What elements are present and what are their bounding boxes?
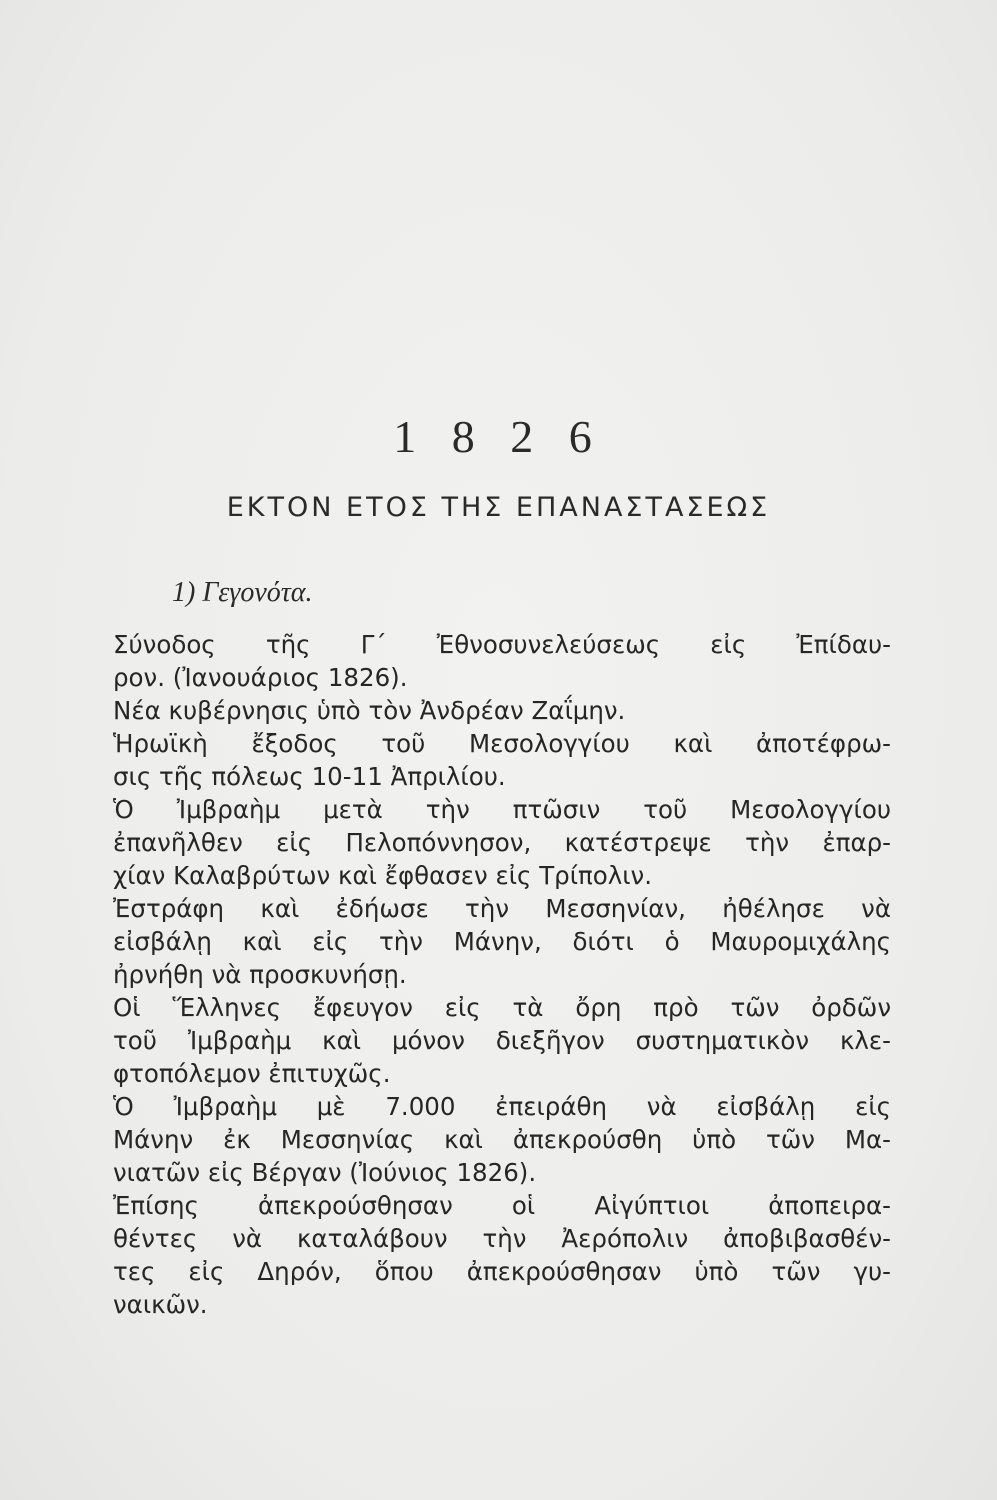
chapter-heading: ΕΚΤΟΝ ΕΤΟΣ ΤΗΣ ΕΠΑΝΑΣΤΑΣΕΩΣ [226,492,771,523]
text-line: Ὁ Ἰμβραὴμ μετὰ τὴν πτῶσιν τοῦ Μεσολογγίου [113,795,891,824]
text-line: Ἐπίσης ἀπεκρούσθησαν οἱ Αἰγύπτιοι ἀποπειρα- [113,1191,891,1220]
text-line: εἰσβάλῃ καὶ εἰς τὴν Μάνην, διότι ὁ Μαυρομιχάλης [113,927,891,956]
text-line: ρον. (Ἰανουάριος 1826). [113,663,408,692]
text-line: Μάνην ἐκ Μεσσηνίας καὶ ἀπεκρούσθη ὑπὸ τῶν Μα- [113,1125,891,1154]
text-line: Ἐστράφη καὶ ἐδήωσε τὴν Μεσσηνίαν, ἠθέλησε νὰ [113,894,891,923]
text-line: φτοπόλεμον ἐπιτυχῶς. [113,1059,391,1088]
section-subheading: 1) Γεγονότα. [172,577,313,608]
text-line: ἠρνήθη νὰ προσκυνήσῃ. [113,960,407,989]
text-line: χίαν Καλαβρύτων καὶ ἔφθασεν εἰς Τρίπολιν. [113,861,652,890]
text-line: τες εἰς Δηρόν, ὅπου ἀπεκρούσθησαν ὑπὸ τῶν γυ- [113,1257,891,1286]
text-line: ἐπανῆλθεν εἰς Πελοπόννησον, κατέστρεψε τὴν ἐπαρ- [113,828,891,857]
body-paragraphs [113,628,891,1321]
text-line: ναικῶν. [113,1290,208,1319]
text-line: θέντες νὰ καταλάβουν τὴν Ἀερόπολιν ἀποβιβασθέν- [113,1224,891,1253]
text-line: Νέα κυβέρνησις ὑπὸ τὸν Ἀνδρέαν Ζαΐμην. [113,696,626,725]
text-line: νιατῶν εἰς Βέργαν (Ἰούνιος 1826). [113,1158,537,1187]
text-line: Σύνοδος τῆς Γ΄ Ἐθνοσυνελεύσεως εἰς Ἐπίδαυ- [113,630,891,659]
text-line: Ἡρωϊκὴ ἔξοδος τοῦ Μεσολογγίου καὶ ἀποτέφρω- [113,729,891,758]
text-line: Οἱ Ἕλληνες ἔφευγον εἰς τὰ ὄρη πρὸ τῶν ὀρδῶν [113,993,891,1022]
year-title: 1 8 2 6 [393,411,604,462]
text-line: σις τῆς πόλεως 10-11 Ἀπριλίου. [113,762,506,791]
text-line: Ὁ Ἰμβραὴμ μὲ 7.000 ἐπειράθη νὰ εἰσβάλῃ εἰς [113,1092,891,1121]
text-line: τοῦ Ἰμβραὴμ καὶ μόνον διεξῆγον συστηματικὸν κλε- [113,1026,891,1055]
